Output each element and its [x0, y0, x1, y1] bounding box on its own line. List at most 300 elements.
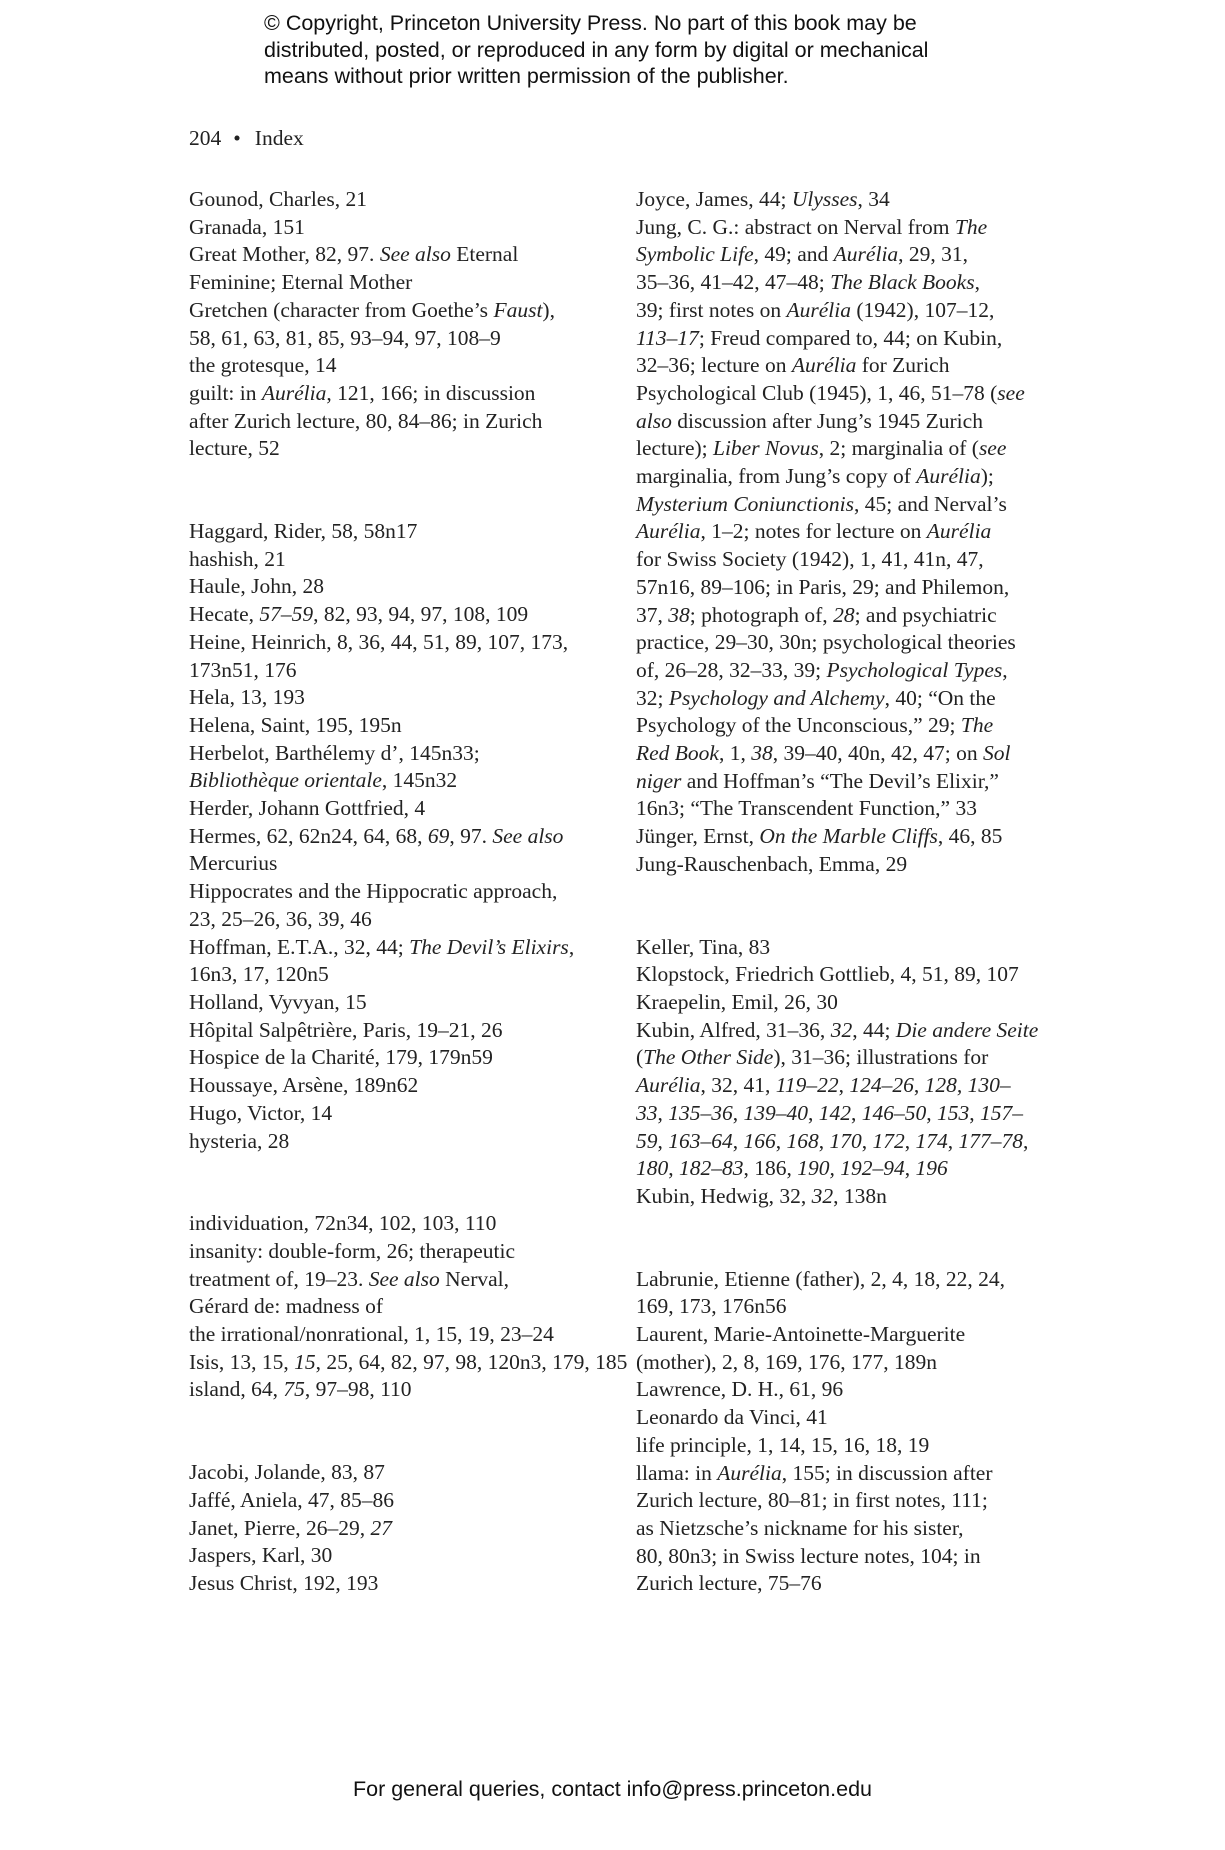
entry-text: , 46, 85 — [937, 824, 1003, 849]
index-entry — [189, 546, 609, 574]
entry-text: individuation, 72n34, 102, 103, 110 — [189, 1211, 497, 1236]
index-entry-line — [636, 851, 1066, 879]
entry-text: (mother), 2, 8, 169, 176, 177, 189n — [636, 1349, 937, 1374]
index-entry — [636, 1404, 1066, 1432]
index-entry-line — [189, 269, 609, 297]
entry-text: for Swiss Society (1942), 1, 41, 41n, 47, — [636, 547, 984, 572]
italic-text: 157– — [980, 1100, 1023, 1125]
entry-text: , — [818, 1128, 830, 1153]
entry-text: , 155; in discussion after — [781, 1460, 993, 1485]
entry-text: Kubin, Alfred, 31–36, — [636, 1017, 831, 1042]
index-entry-line — [636, 1515, 1066, 1543]
index-entry-line — [636, 1017, 1066, 1045]
index-entry-line — [636, 795, 1066, 823]
entry-text: , 34 — [857, 187, 890, 211]
italic-text: 124–26 — [849, 1073, 914, 1098]
entry-text: (1942), 107–12, — [851, 297, 995, 322]
index-entry — [636, 186, 1066, 214]
entry-text: , — [926, 1100, 937, 1125]
index-column-right — [636, 186, 1066, 1598]
entry-text: ); — [980, 464, 994, 489]
index-entry-line — [189, 1487, 609, 1515]
index-entry — [189, 878, 609, 933]
index-entry-line — [189, 1072, 609, 1100]
entry-text: Herder, Johann Gottfried, 4 — [189, 796, 426, 821]
index-entry-line — [636, 1349, 1066, 1377]
index-entry — [636, 1017, 1066, 1183]
index-entry-line — [636, 685, 1066, 713]
index-entry — [189, 1459, 609, 1487]
italic-text: see — [997, 380, 1025, 405]
index-entry — [189, 795, 609, 823]
italic-text: 38 — [751, 741, 773, 766]
index-entry-line — [636, 657, 1066, 685]
entry-text: 173n51, 176 — [189, 657, 297, 682]
index-entry — [189, 1072, 609, 1100]
index-entry — [189, 823, 609, 878]
entry-text: Hippocrates and the Hippocratic approach, — [189, 879, 558, 904]
italic-text: Symbolic Life — [636, 242, 754, 267]
index-entry-line — [189, 1349, 628, 1377]
index-entry-line — [636, 518, 1066, 546]
index-entry — [189, 297, 609, 352]
italic-text: 113–17 — [636, 325, 699, 350]
index-entry-line — [189, 325, 609, 353]
italic-text: 27 — [370, 1515, 393, 1540]
index-entry — [189, 1017, 609, 1045]
italic-text: Liber Novus — [713, 436, 819, 461]
entry-text: ), 31–36; illustrations for — [773, 1045, 989, 1070]
index-entry — [189, 1487, 609, 1515]
entry-text: Mercurius — [189, 851, 278, 876]
italic-text: 172 — [872, 1128, 905, 1153]
index-entry — [189, 684, 609, 712]
entry-text: Hoffman, E.T.A., 32, 44; — [189, 934, 410, 959]
index-entry-line — [636, 768, 1066, 796]
italic-text: 59 — [636, 1128, 658, 1153]
entry-text: hysteria, 28 — [189, 1128, 290, 1153]
index-entry — [189, 1321, 609, 1349]
italic-text: 38 — [668, 602, 690, 627]
italic-text: See also — [492, 823, 564, 848]
index-entry-line — [636, 1293, 1066, 1321]
entry-text: 16n3, 17, 120n5 — [189, 962, 329, 987]
section-title: Index — [254, 126, 304, 150]
index-entry — [189, 241, 609, 296]
index-entry-line — [636, 241, 1066, 269]
entry-text: , 45; and Nerval’s — [853, 491, 1007, 516]
index-entry-line — [636, 1570, 1066, 1598]
index-entry-line — [189, 186, 609, 214]
italic-text: Ulysses — [791, 187, 858, 211]
index-entry-line — [189, 518, 609, 546]
entry-text: , 39–40, 40n, 42, 47; on — [772, 741, 983, 766]
italic-text: 153 — [937, 1100, 970, 1125]
entry-text: , 25, 64, 82, 97, 98, 120n3, 179, 185 — [315, 1349, 628, 1374]
running-head — [189, 126, 304, 151]
entry-text: Labrunie, Etienne (father), 2, 4, 18, 22, 24, — [636, 1266, 1005, 1291]
italic-text: 128, 130– — [924, 1073, 1011, 1098]
italic-text: 168 — [786, 1128, 819, 1153]
entry-text: the irrational/nonrational, 1, 15, 19, 23–24 — [189, 1322, 554, 1347]
entry-text: , — [657, 1128, 669, 1153]
italic-text: See also — [368, 1266, 440, 1291]
index-entry — [189, 1515, 609, 1543]
entry-text: Herbelot, Barthélemy d’, 145n33; — [189, 740, 480, 765]
entry-text: Helena, Saint, 195, 195n — [189, 712, 402, 737]
entry-text: Heine, Heinrich, 8, 36, 44, 51, 89, 107, 173, — [189, 629, 569, 654]
index-entry-line — [636, 297, 1066, 325]
index-entry-line — [189, 823, 609, 851]
entry-text: Lawrence, D. H., 61, 96 — [636, 1377, 844, 1402]
entry-text: Jesus Christ, 192, 193 — [189, 1570, 379, 1595]
italic-text: 139–40 — [743, 1100, 808, 1125]
entry-text: Houssaye, Arsène, 189n62 — [189, 1073, 419, 1098]
index-entry-line — [189, 657, 609, 685]
index-entry-line — [189, 435, 609, 463]
index-entry-line — [189, 767, 609, 795]
index-entry-line — [636, 1155, 1066, 1183]
entry-text: , 82, 93, 94, 97, 108, 109 — [313, 602, 529, 627]
index-entry-line — [636, 1044, 1066, 1072]
italic-text: see — [978, 436, 1007, 461]
italic-text: 57–59 — [259, 602, 314, 627]
entry-text: 80, 80n3; in Swiss lecture notes, 104; in — [636, 1543, 981, 1568]
entry-text: Granada, 151 — [189, 214, 305, 239]
entry-text: , — [732, 1128, 744, 1153]
entry-text: Jung, C. G.: abstract on Nerval from — [636, 214, 955, 239]
entry-text: 37, — [636, 602, 669, 627]
entry-text: , 145n32 — [381, 768, 458, 793]
index-entry-line — [189, 850, 609, 878]
italic-text: 170 — [829, 1128, 862, 1153]
entry-text: Gérard de: madness of — [189, 1294, 384, 1319]
entry-text: Jung-Rauschenbach, Emma, 29 — [636, 851, 908, 876]
index-entry-line — [189, 712, 609, 740]
index-entry-line — [189, 1238, 609, 1266]
index-entry-line — [636, 352, 1066, 380]
index-entry — [189, 629, 609, 684]
entry-text: , — [904, 1128, 916, 1153]
italic-text: niger — [636, 768, 682, 793]
index-entry-line — [189, 1570, 609, 1598]
entry-text: Great Mother, 82, 97. — [189, 242, 380, 267]
index-entry — [636, 1266, 1066, 1321]
italic-text: 180 — [636, 1156, 669, 1181]
index-entry — [189, 1044, 609, 1072]
copyright-line: means without prior written permission of the publisher. — [264, 64, 789, 88]
italic-text: 177–78 — [958, 1128, 1023, 1153]
entry-text: hashish, 21 — [189, 546, 286, 571]
entry-text: and Hoffman’s “The Devil’s Elixir,” — [681, 768, 999, 793]
entry-text: the grotesque, 14 — [189, 353, 337, 378]
italic-text: Bibliothèque orientale — [189, 768, 382, 793]
index-entry — [636, 851, 1066, 879]
italic-text: The — [960, 713, 994, 738]
index-entry-line — [189, 1293, 609, 1321]
index-entry-line — [189, 1044, 609, 1072]
entry-text: practice, 29–30, 30n; psychological theories — [636, 630, 1016, 655]
italic-text: 196 — [915, 1156, 948, 1181]
index-entry-line — [189, 1459, 609, 1487]
entry-text: , 138n — [833, 1183, 887, 1208]
italic-text: Aurélia — [926, 519, 992, 544]
index-entry-line — [636, 1266, 1066, 1294]
italic-text: 69 — [427, 823, 450, 848]
index-entry-line — [189, 629, 609, 657]
index-entry-line — [189, 297, 609, 325]
entry-text: Hela, 13, 193 — [189, 685, 305, 710]
index-entry — [189, 989, 609, 1017]
index-entry-line — [636, 463, 1066, 491]
italic-text: Aurélia — [636, 519, 701, 544]
italic-text: Aurélia — [717, 1460, 782, 1485]
index-entry-line — [189, 1542, 609, 1570]
entry-text: Isis, 13, 15, — [189, 1349, 295, 1374]
entry-text: , — [668, 1156, 679, 1181]
entry-text: Hospice de la Charité, 179, 179n59 — [189, 1045, 493, 1070]
entry-text: Haule, John, 28 — [189, 574, 324, 599]
index-entry-line — [636, 408, 1066, 436]
entry-text: discussion after Jung’s 1945 Zurich — [671, 408, 983, 433]
italic-text: 190, 192–94 — [797, 1156, 905, 1181]
entry-text: Holland, Vyvyan, 15 — [189, 989, 367, 1014]
index-entry — [189, 1238, 609, 1321]
italic-text: Sol — [982, 741, 1011, 766]
entry-text: Klopstock, Friedrich Gottlieb, 4, 51, 89, 107 — [636, 962, 1019, 987]
index-entry-line — [636, 325, 1066, 353]
italic-text: 28 — [833, 602, 855, 627]
entry-text: as Nietzsche’s nickname for his sister, — [636, 1515, 964, 1540]
entry-text: Kubin, Hedwig, 32, — [636, 1183, 812, 1208]
index-entry-line — [189, 380, 609, 408]
italic-text: 166 — [743, 1128, 776, 1153]
index-entry-line — [189, 1100, 609, 1128]
letter-group-gap — [189, 463, 609, 518]
entry-text: lecture); — [636, 436, 713, 461]
entry-text: Jaspers, Karl, 30 — [189, 1543, 333, 1568]
entry-text: Jünger, Ernst, — [636, 824, 760, 849]
index-entry-line — [636, 712, 1066, 740]
entry-text: , — [974, 270, 980, 295]
index-column-left — [189, 186, 628, 1598]
italic-text: 135–36 — [668, 1100, 733, 1125]
index-entry-line — [189, 1266, 609, 1294]
entry-text: 39; first notes on — [636, 297, 787, 322]
index-entry-line — [636, 1376, 1066, 1404]
index-entry-line — [636, 934, 1066, 962]
entry-text: , — [904, 1156, 916, 1181]
italic-text: Die andere Seite — [895, 1017, 1039, 1042]
italic-text: 174 — [915, 1128, 948, 1153]
index-entry — [189, 1100, 609, 1128]
index-entry-line — [189, 1210, 609, 1238]
entry-text: Zurich lecture, 80–81; in first notes, 111; — [636, 1488, 988, 1513]
entry-text: marginalia, from Jung’s copy of — [636, 464, 917, 489]
index-entry-line — [636, 214, 1066, 242]
index-entry-line — [636, 1321, 1066, 1349]
index-entry-line — [189, 961, 609, 989]
index-entry-line — [189, 1128, 609, 1156]
index-entry — [636, 1376, 1066, 1404]
entry-text: Janet, Pierre, 26–29, — [189, 1515, 371, 1540]
index-entry-line — [189, 241, 609, 269]
italic-text: 75 — [283, 1377, 305, 1402]
italic-text: 146–50 — [861, 1100, 927, 1125]
index-entry-line — [189, 1321, 609, 1349]
italic-text: Aurélia — [791, 353, 857, 378]
index-entry — [189, 1376, 609, 1404]
italic-text: The Other Side — [643, 1045, 774, 1070]
index-entry — [189, 1349, 628, 1377]
entry-text: , — [1023, 1128, 1029, 1153]
entry-text: treatment of, 19–23. — [189, 1266, 369, 1291]
index-entry — [636, 989, 1066, 1017]
entry-text: ; and psychiatric — [854, 602, 997, 627]
italic-text: The Devil’s Elixirs — [409, 934, 569, 959]
italic-text: also — [636, 408, 672, 433]
index-entry — [636, 214, 1066, 823]
entry-text: of, 26–28, 32–33, 39; — [636, 657, 827, 682]
index-entry-line — [189, 1376, 609, 1404]
letter-group-gap — [636, 1211, 1066, 1266]
index-entry — [636, 1321, 1066, 1376]
index-entry-line — [189, 408, 609, 436]
index-entry — [636, 823, 1066, 851]
index-entry-line — [636, 602, 1066, 630]
index-entry — [636, 961, 1066, 989]
index-entry-line — [636, 1183, 1066, 1211]
italic-text: Mysterium Coniunctionis — [636, 491, 854, 516]
index-entry-line — [636, 1128, 1066, 1156]
italic-text: 33 — [636, 1100, 658, 1125]
page-number: 204 — [189, 126, 222, 150]
entry-text: , — [861, 1128, 873, 1153]
entry-text: , 44; — [852, 1017, 896, 1042]
italic-text: 142 — [818, 1100, 851, 1125]
index-entry-line — [636, 1100, 1066, 1128]
index-entry-line — [636, 1543, 1066, 1571]
entry-text: 16n3; “The Transcendent Function,” 33 — [636, 796, 977, 821]
italic-text: Faust — [493, 297, 543, 322]
index-entry-line — [636, 961, 1066, 989]
italic-text: Aurélia — [786, 297, 851, 322]
index-entry-line — [636, 435, 1066, 463]
entry-text: Psychology of the Unconscious,” 29; — [636, 713, 961, 738]
index-entry-line — [189, 573, 609, 601]
italic-text: Red Book — [636, 741, 719, 766]
entry-text: , — [568, 934, 575, 959]
entry-text: , 186, — [743, 1156, 798, 1181]
entry-text: , — [838, 1073, 850, 1098]
entry-text: Gounod, Charles, 21 — [189, 187, 367, 211]
entry-text: Feminine; Eternal Mother — [189, 270, 413, 295]
entry-text: , 97. — [449, 823, 493, 848]
entry-text: Haggard, Rider, 58, 58n17 — [189, 519, 418, 544]
index-entry — [189, 573, 609, 601]
copyright-notice — [264, 10, 1044, 90]
entry-text: Hugo, Victor, 14 — [189, 1100, 333, 1125]
entry-text: after Zurich lecture, 80, 84–86; in Zurich — [189, 408, 543, 433]
index-entry — [636, 1183, 1066, 1211]
entry-text: , 97–98, 110 — [304, 1377, 412, 1402]
index-entry-line — [636, 823, 1066, 851]
italic-text: Psychology and Alchemy — [668, 685, 885, 710]
entry-text: life principle, 1, 14, 15, 16, 18, 19 — [636, 1432, 930, 1457]
index-entry-line — [636, 1487, 1066, 1515]
index-entry — [189, 214, 609, 242]
index-entry-line — [189, 934, 609, 962]
letter-group-gap — [189, 1404, 609, 1459]
entry-text: , — [969, 1100, 980, 1125]
index-entry — [189, 380, 609, 463]
entry-text: 169, 173, 176n56 — [636, 1294, 787, 1319]
index-entry — [189, 601, 609, 629]
index-entry — [189, 712, 609, 740]
entry-text: insanity: double-form, 26; therapeutic — [189, 1238, 515, 1263]
entry-text: Hôpital Salpêtrière, Paris, 19–21, 26 — [189, 1017, 503, 1042]
index-entry — [189, 934, 609, 989]
italic-text: 163–64 — [668, 1128, 733, 1153]
index-entry-line — [189, 989, 609, 1017]
index-entry-line — [189, 1017, 609, 1045]
index-entry-line — [636, 491, 1066, 519]
entry-text: ; Freud compared to, 44; on Kubin, — [698, 325, 1003, 350]
entry-text: Laurent, Marie-Antoinette-Marguerite — [636, 1322, 966, 1347]
index-entry — [636, 1432, 1066, 1460]
index-entry-line — [636, 629, 1066, 657]
entry-text: island, 64, — [189, 1377, 284, 1402]
italic-text: 15 — [294, 1349, 316, 1374]
entry-text: , — [657, 1100, 669, 1125]
entry-text: , 2; marginalia of ( — [818, 436, 979, 461]
index-entry-line — [636, 740, 1066, 768]
index-entry — [636, 1460, 1066, 1599]
letter-group-gap — [189, 1155, 609, 1210]
italic-text: Aurélia — [636, 1073, 701, 1098]
entry-text: , 40; “On the — [884, 685, 996, 710]
entry-text: , — [732, 1100, 744, 1125]
entry-text: guilt: in — [189, 380, 262, 405]
letter-group-gap — [636, 879, 1066, 934]
index-entry — [189, 1570, 609, 1598]
copyright-line: © Copyright, Princeton University Press. No part of this book may be — [264, 11, 917, 35]
bullet-separator: • — [233, 126, 241, 150]
entry-text: Kraepelin, Emil, 26, 30 — [636, 989, 838, 1014]
entry-text: Joyce, James, 44; — [636, 187, 792, 211]
entry-text: 32; — [636, 685, 669, 710]
entry-text: Gretchen (character from Goethe’s — [189, 297, 494, 322]
index-entry-line — [636, 1072, 1066, 1100]
index-entry-line — [189, 795, 609, 823]
italic-text: Psychological Types — [826, 657, 1003, 682]
entry-text: for Zurich — [856, 353, 950, 378]
entry-text: , 29, 31, — [898, 242, 969, 267]
entry-text: 57n16, 89–106; in Paris, 29; and Philemon, — [636, 574, 1010, 599]
index-entry-line — [189, 546, 609, 574]
entry-text: , — [1002, 657, 1008, 682]
entry-text: ), — [542, 297, 555, 322]
index-entry-line — [636, 546, 1066, 574]
entry-text: , — [947, 1128, 959, 1153]
index-entry-line — [189, 684, 609, 712]
entry-text: , 49; and — [753, 242, 834, 267]
italic-text: 182–83 — [679, 1156, 744, 1181]
entry-text: 58, 61, 63, 81, 85, 93–94, 97, 108–9 — [189, 325, 501, 350]
index-entry — [189, 352, 609, 380]
index-entry — [189, 518, 609, 546]
entry-text: , — [851, 1100, 862, 1125]
